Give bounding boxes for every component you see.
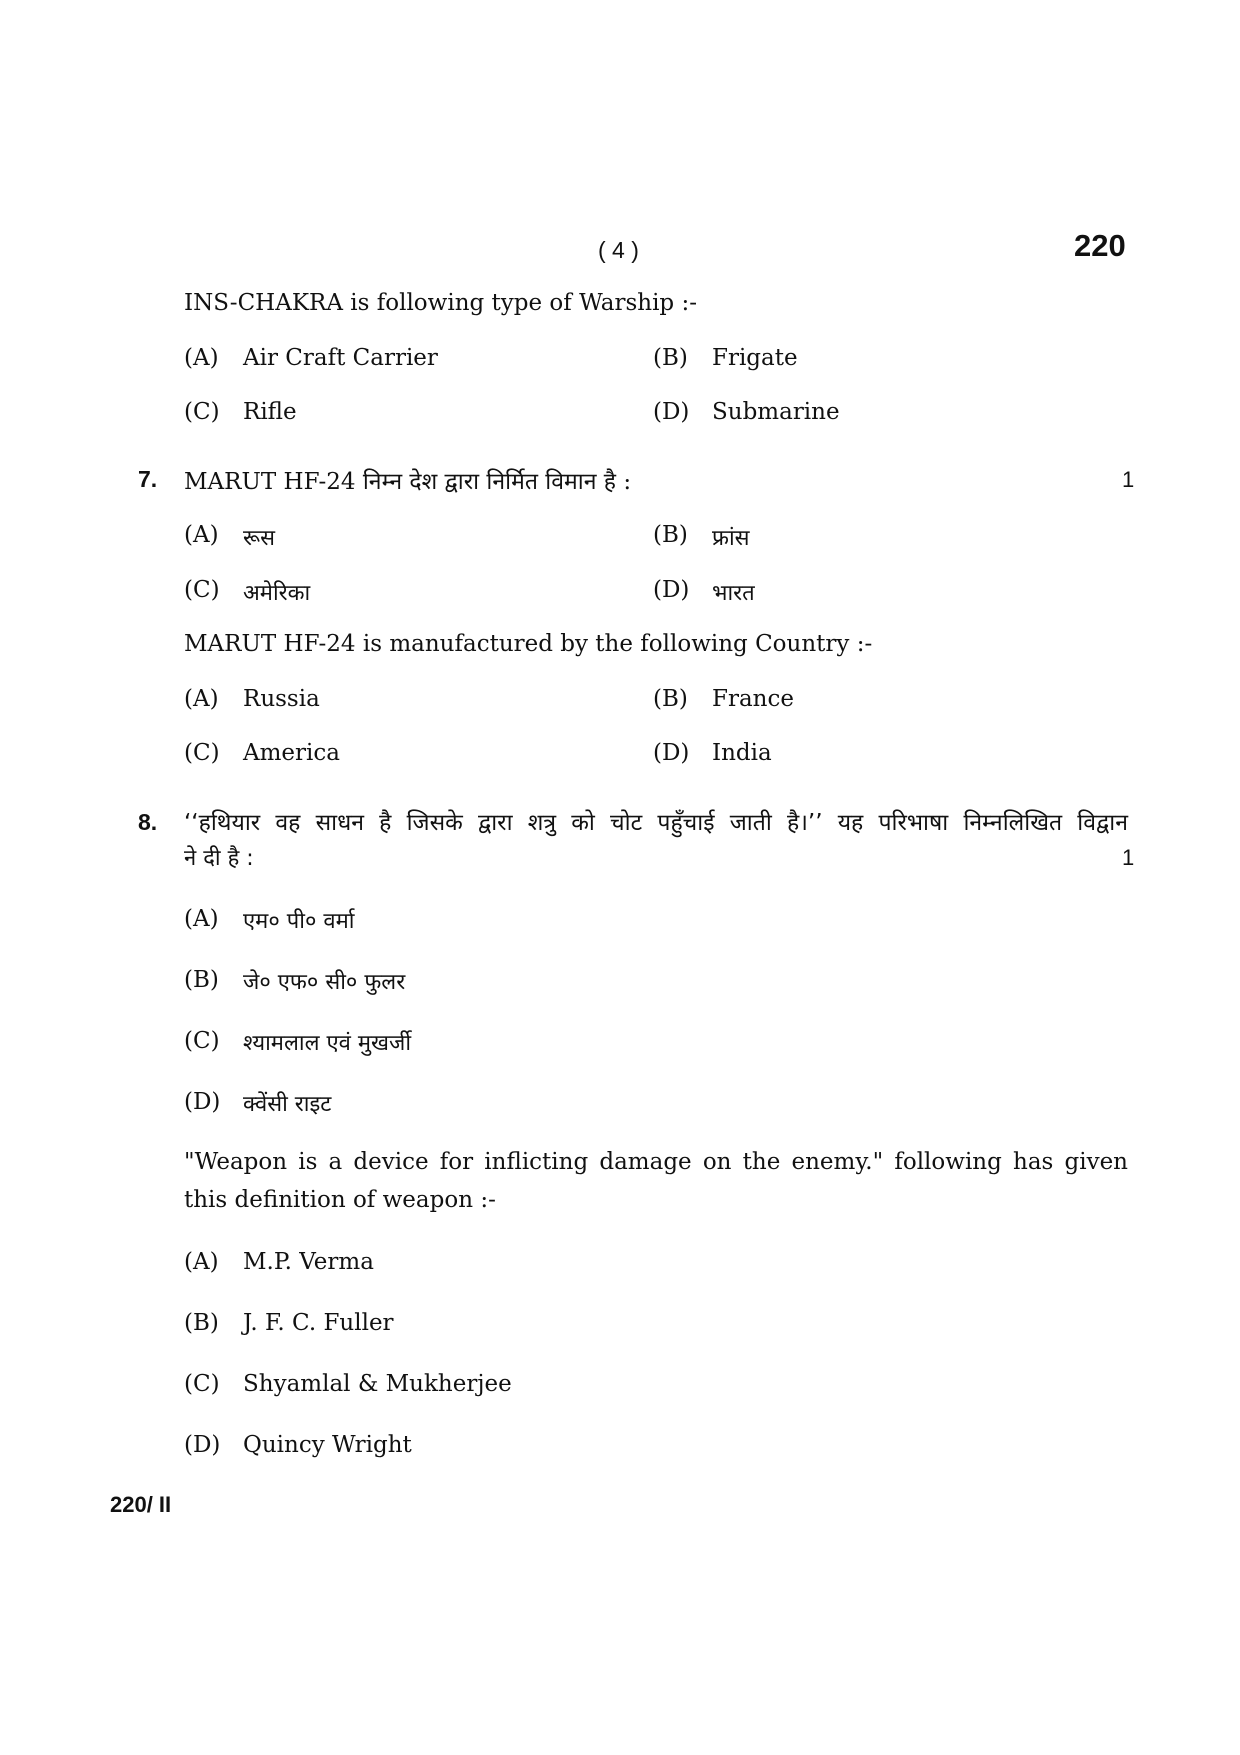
q8-hindi-stem-line2: ने दी है : [184, 846, 254, 871]
q8-hindi-option-c-letter: (C) [184, 1028, 220, 1054]
q6-english-stem: INS-CHAKRA is following type of Warship :- [184, 290, 697, 316]
q7-english-option-b-letter: (B) [653, 686, 688, 712]
q8-english-option-d-letter: (D) [184, 1432, 221, 1458]
q8-marks: 1 [1122, 845, 1135, 870]
q8-english-option-d-text: Quincy Wright [243, 1432, 412, 1458]
q7-hindi-option-c-letter: (C) [184, 577, 220, 603]
q7-hindi-option-b-text: फ्रांस [712, 526, 750, 551]
q8-english-option-a-letter: (A) [184, 1249, 219, 1275]
q8-hindi-option-b-text: जे० एफ० सी० फुलर [243, 970, 406, 995]
q6-option-b-letter: (B) [653, 345, 688, 371]
q8-hindi-option-b-letter: (B) [184, 967, 219, 993]
q7-number: 7. [138, 466, 158, 492]
q6-option-a-letter: (A) [184, 345, 219, 371]
q7-hindi-option-a-letter: (A) [184, 522, 219, 548]
q7-english-option-d-text: India [712, 740, 772, 766]
q8-english-option-a-text: M.P. Verma [243, 1249, 374, 1275]
q6-option-a-text: Air Craft Carrier [243, 345, 438, 371]
q7-english-option-c-text: America [243, 740, 340, 766]
q7-hindi-option-d-letter: (D) [653, 577, 690, 603]
q7-english-option-a-letter: (A) [184, 686, 219, 712]
q8-number: 8. [138, 809, 158, 835]
q7-english-stem: MARUT HF-24 is manufactured by the following Country :- [184, 631, 873, 657]
q7-english-option-b-text: France [712, 686, 794, 712]
q6-option-d-text: Submarine [712, 399, 840, 425]
q7-marks: 1 [1122, 467, 1135, 492]
q7-english-option-c-letter: (C) [184, 740, 220, 766]
q7-hindi-option-d-text: भारत [712, 581, 755, 606]
q7-english-option-a-text: Russia [243, 686, 320, 712]
q8-hindi-stem-line1: ‘‘हथियार वह साधन है जिसके द्वारा शत्रु को चोट पहुँचाई जाती है।’’ यह परिभाषा निम्नलिखित विद्वान [184, 810, 1128, 836]
q8-hindi-option-a-text: एम० पी० वर्मा [243, 909, 355, 934]
q8-english-stem-line2: this definition of weapon :- [184, 1187, 496, 1213]
q6-option-c-letter: (C) [184, 399, 220, 425]
q6-option-d-letter: (D) [653, 399, 690, 425]
q7-hindi-option-a-text: रूस [243, 526, 275, 551]
q8-hindi-option-d-text: क्वेंसी राइट [243, 1092, 332, 1117]
q6-option-b-text: Frigate [712, 345, 798, 371]
q7-hindi-option-c-text: अमेरिका [243, 581, 311, 606]
q8-english-stem-line1: "Weapon is a device for inflicting damage on the enemy." following has given [184, 1149, 1128, 1175]
footer-paper-code: 220/ II [110, 1492, 172, 1517]
q7-hindi-option-b-letter: (B) [653, 522, 688, 548]
q8-hindi-option-a-letter: (A) [184, 906, 219, 932]
q8-english-option-b-letter: (B) [184, 1310, 219, 1336]
q8-english-option-c-text: Shyamlal & Mukherjee [243, 1371, 512, 1397]
q7-hindi-stem: MARUT HF-24 निम्न देश द्वारा निर्मित विमान है : [184, 469, 632, 495]
q7-english-option-d-letter: (D) [653, 740, 690, 766]
q8-hindi-option-d-letter: (D) [184, 1089, 221, 1115]
q8-english-option-b-text: J. F. C. Fuller [243, 1310, 394, 1336]
q6-option-c-text: Rifle [243, 399, 297, 425]
page-number: ( 4 ) [598, 237, 639, 263]
q8-english-option-c-letter: (C) [184, 1371, 220, 1397]
paper-code: 220 [1074, 228, 1126, 263]
q8-hindi-option-c-text: श्यामलाल एवं मुखर्जी [243, 1031, 412, 1056]
